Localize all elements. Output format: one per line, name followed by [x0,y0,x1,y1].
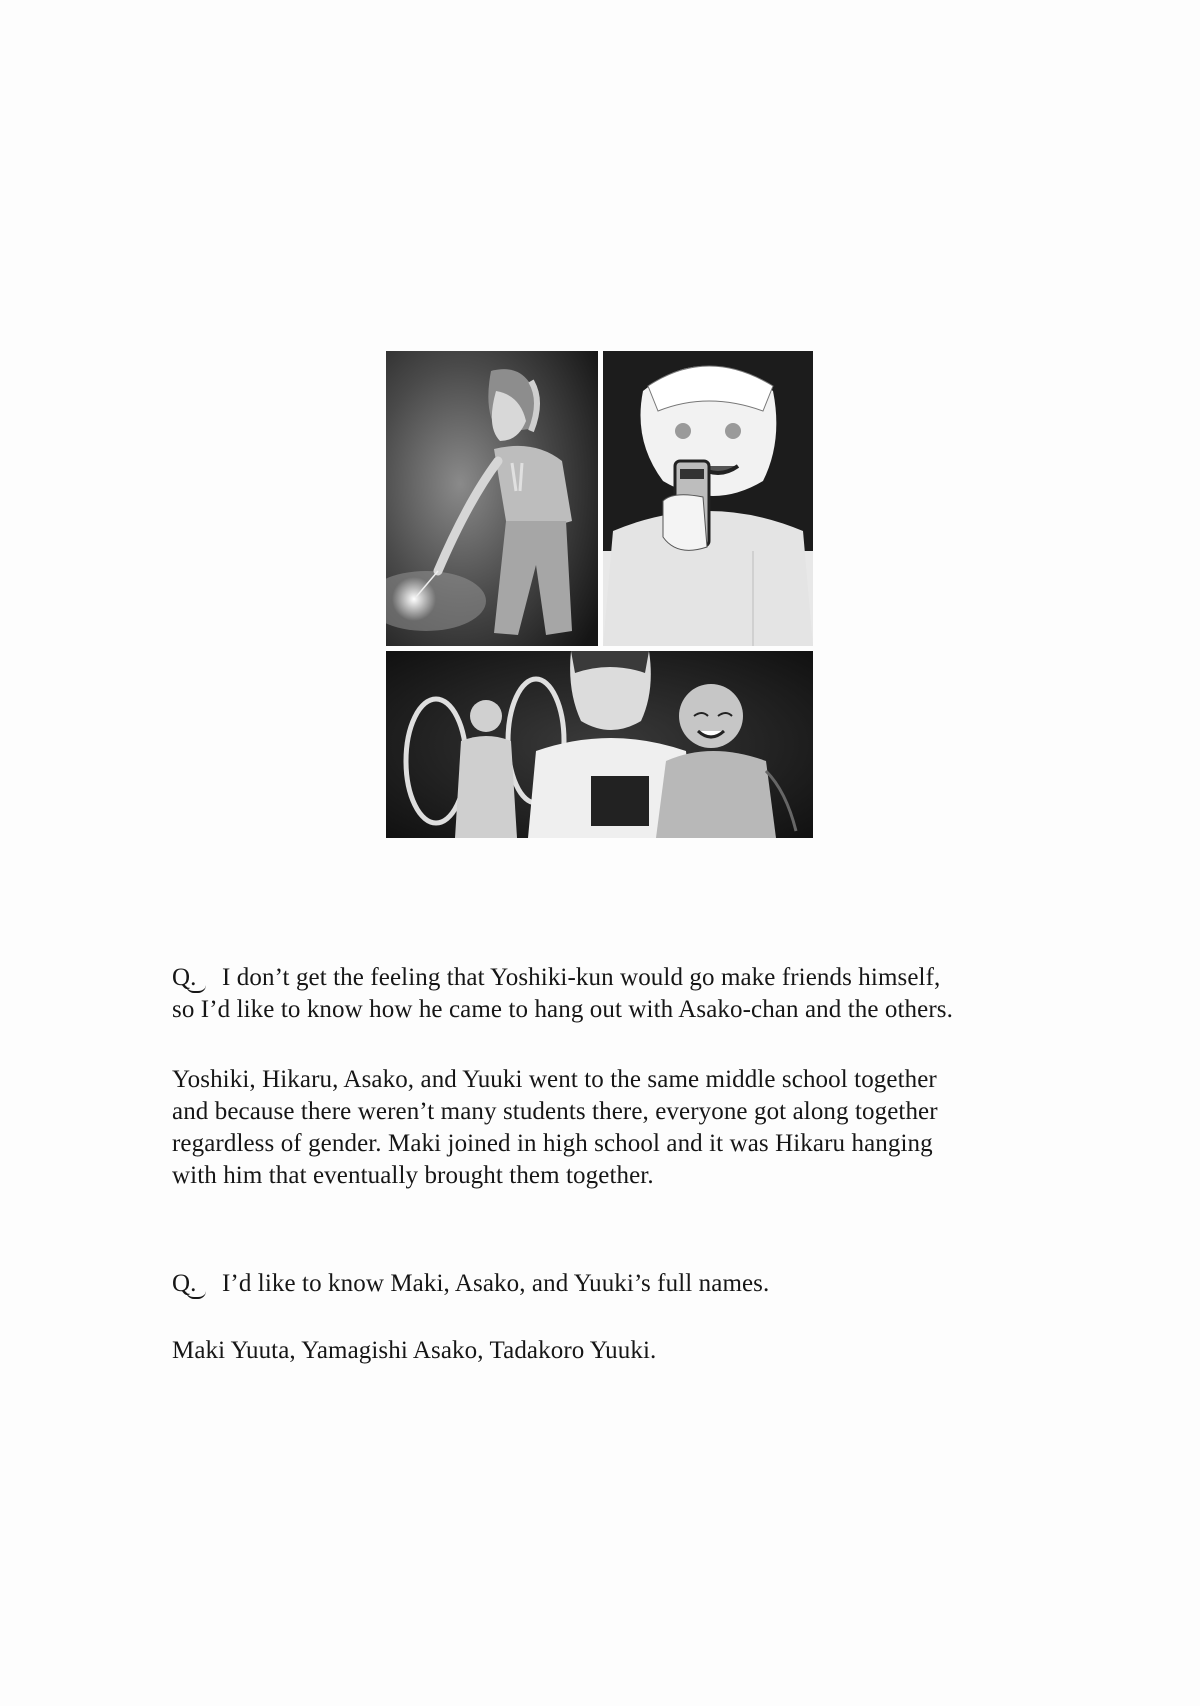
qa-item-2 [172,1268,1052,1300]
question-marker: Q. [172,962,222,994]
question-marker: Q. [172,1268,222,1300]
answer-1-line-1: Yoshiki, Hikaru, Asako, and Yuuki went to the same middle school together [172,1066,937,1093]
answer-1-line-2: and because there weren’t many students there, everyone got along together [172,1098,938,1125]
illustration-panel-boy-phone [603,351,813,646]
manga-illustration [386,351,813,838]
group-sparklers-art [386,651,813,838]
question-2-line-1: I’d like to know Maki, Asako, and Yuuki’s full names. [222,1270,770,1297]
question-1-line-1: I don’t get the feeling that Yoshiki-kun would go make friends himself, [222,964,941,991]
answer-2-line-1: Maki Yuuta, Yamagishi Asako, Tadakoro Yuuki. [172,1337,657,1364]
answer-2 [172,1335,1052,1367]
q-swash-decoration [186,985,206,993]
q-swash-decoration [186,1291,206,1299]
boy-phone-art [603,351,813,646]
girl-sparkler-art [386,351,598,646]
question-2 [172,1268,1052,1300]
answer-1 [172,1064,1052,1192]
question-1-line-2: so I’d like to know how he came to hang out with Asako-chan and the others. [172,996,953,1023]
question-1 [172,962,1052,994]
illustration-panel-girl-sparkler [386,351,598,646]
answer-1-line-4: with him that eventually brought them together. [172,1162,654,1189]
qa-item-1 [172,962,1052,1026]
illustration-panel-group-sparklers [386,651,813,838]
answer-1-line-3: regardless of gender. Maki joined in high school and it was Hikaru hanging [172,1130,933,1157]
